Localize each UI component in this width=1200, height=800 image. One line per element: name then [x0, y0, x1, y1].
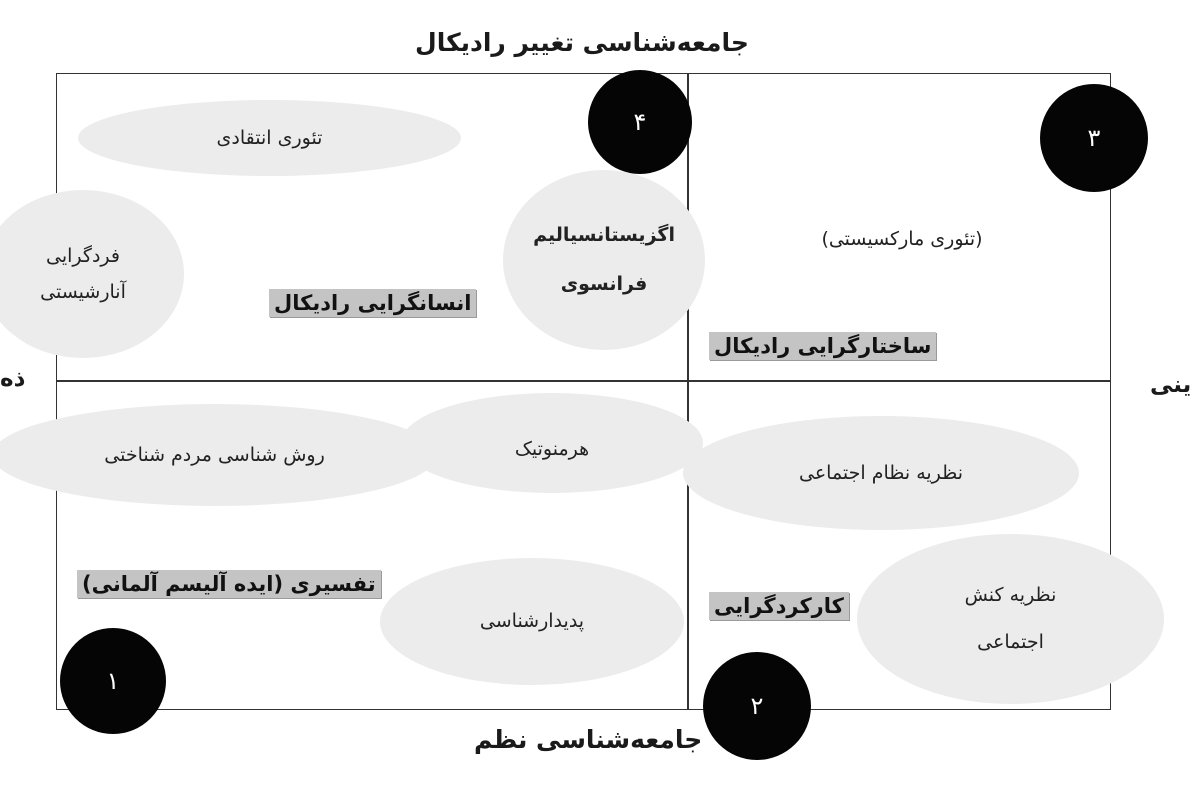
critical-theory-ellipse [78, 100, 461, 176]
vertical-divider [687, 73, 689, 710]
existentialism-line2: فرانسوی [560, 273, 648, 295]
top-axis-label: جامعه‌شناسی تغییر رادیکال [415, 28, 749, 57]
horizontal-divider [56, 380, 1111, 382]
individualism-line1: فردگرایی [46, 244, 120, 267]
marxist-theory-text: (تئوری مارکسیستی) [821, 227, 983, 250]
social-action-line2: اجتماعی [977, 631, 1044, 653]
left-axis-label: ذه [0, 366, 26, 392]
quadrant-3-badge: ۳ [1040, 84, 1148, 192]
phenomenology-text: پدیدارشناسی [479, 610, 585, 633]
ethnomethodology-ellipse [0, 404, 437, 506]
radical-structuralism-label: ساختارگرایی رادیکال [709, 332, 936, 360]
social-action-line1: نظریه کنش [964, 583, 1057, 606]
social-system-theory-text: نظریه نظام اجتماعی [798, 461, 964, 484]
social-action-theory-ellipse [857, 534, 1164, 704]
quadrant-2-badge: ۲ [703, 652, 811, 760]
hermeneutics-ellipse [401, 393, 703, 493]
phenomenology-ellipse [380, 558, 684, 685]
ethnomethodology-text: روش شناسی مردم شناختی [104, 443, 325, 466]
french-existentialism-ellipse [503, 170, 705, 350]
marxist-theory-area [757, 200, 1047, 278]
social-system-theory-ellipse [683, 416, 1079, 530]
individualism-line2: آنارشیستی [40, 281, 126, 303]
existentialism-line1: اگزیستانسیالیم [533, 223, 675, 246]
quadrant-1-badge: ۱ [60, 628, 166, 734]
quadrant-4-badge: ۴ [588, 70, 692, 174]
bottom-axis-label: جامعه‌شناسی نظم [474, 725, 703, 754]
functionalism-label: کارکردگرایی [709, 592, 849, 620]
hermeneutics-text: هرمنوتیک [514, 438, 590, 460]
critical-theory-text: تئوری انتقادی [216, 126, 323, 149]
radical-humanism-label: انسانگرایی رادیکال [269, 289, 476, 317]
right-axis-label: ینی [1150, 372, 1192, 398]
interpretive-paradigm-label: تفسیری (ایده آلیسم آلمانی) [77, 570, 381, 598]
